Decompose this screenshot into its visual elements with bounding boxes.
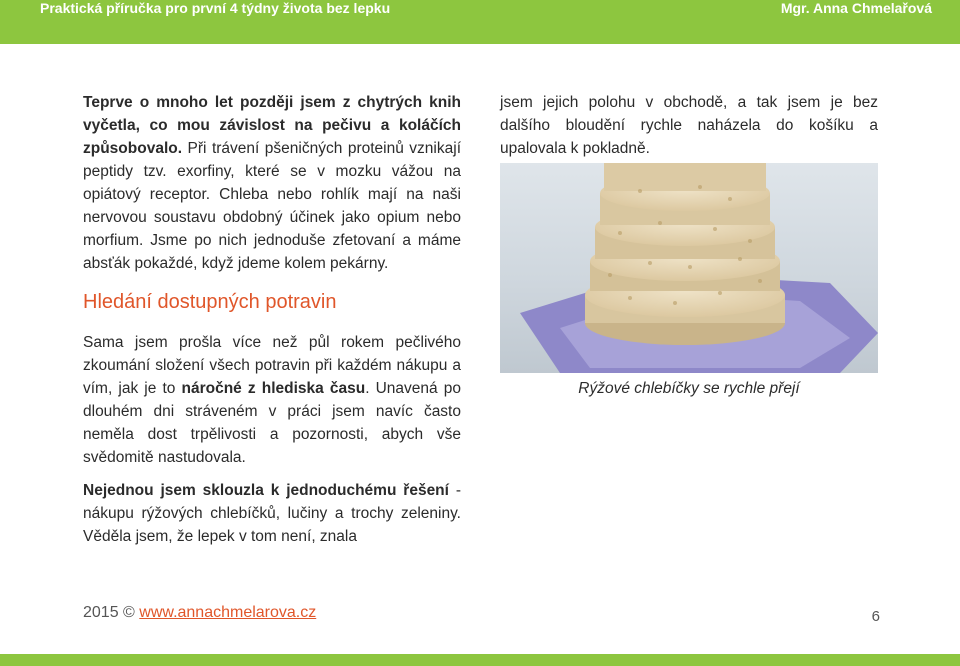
page-number: 6 — [871, 608, 880, 625]
shortcut-text: - nákupu rýžových chlebíčků, lučiny a trochy zeleniny. Věděla jsem, že lepek v tom není, znala — [83, 482, 461, 545]
left-column — [83, 91, 461, 548]
footer-year: 2015 © — [83, 604, 135, 621]
shortcut-bold-text: Nejednou jsem sklouzla k jednoduchému řešení — [83, 482, 449, 499]
search-text-a: Sama jsem prošla více než půl rokem pečlivého zkoumání složení všech potravin při každém nákupu a vím, jak je to — [83, 334, 461, 397]
search-text-b: . Unavená po dlouhém dni stráveném v práci jsem navíc často neměla dost trpělivosti a pozornosti, abych vše svědomitě nastudovala. — [83, 380, 461, 466]
footer — [83, 604, 316, 622]
header-author: Mgr. Anna Chmelařová — [780, 0, 932, 16]
search-bold-text: náročné z hlediska času — [181, 380, 366, 397]
page-header — [0, 0, 960, 44]
paragraph-search — [83, 331, 461, 469]
rice-cakes-photo — [500, 163, 878, 373]
paragraph-shortcut — [83, 479, 461, 548]
section-heading: Hledání dostupných potravin — [83, 291, 337, 313]
paragraph-intro — [83, 91, 461, 275]
paragraph-continued: jsem jejich polohu v obchodě, a tak jsem je bez dalšího bloudění rychle naházela do košíku a upalovala k pokladně. — [500, 94, 878, 157]
intro-text: Při trávení pšeničných proteinů vznikají peptidy tzv. exorfiny, které se v mozku vážou na opiátový receptor. Chleba nebo rohlík mají na naši nervovou soustavu obdobný účinek jako opium nebo morfium. Jsme po nich jednoduše zfetovaní a máme absťák pokaždé, když jdeme kolem pekárny. — [83, 140, 461, 272]
footer-bar — [0, 654, 960, 666]
right-column — [500, 91, 878, 160]
header-title: Praktická příručka pro první 4 týdny života bez lepku — [40, 0, 391, 16]
website-link[interactable]: www.annachmelarova.cz — [139, 604, 317, 621]
rice-cakes-illustration — [500, 163, 878, 373]
intro-bold-text: Teprve o mnoho let později jsem z chytrých knih vyčetla, co mou závislost na pečivu a koláčích způsobovalo. — [83, 94, 461, 157]
photo-caption: Rýžové chlebíčky se rychle přejí — [578, 380, 800, 397]
